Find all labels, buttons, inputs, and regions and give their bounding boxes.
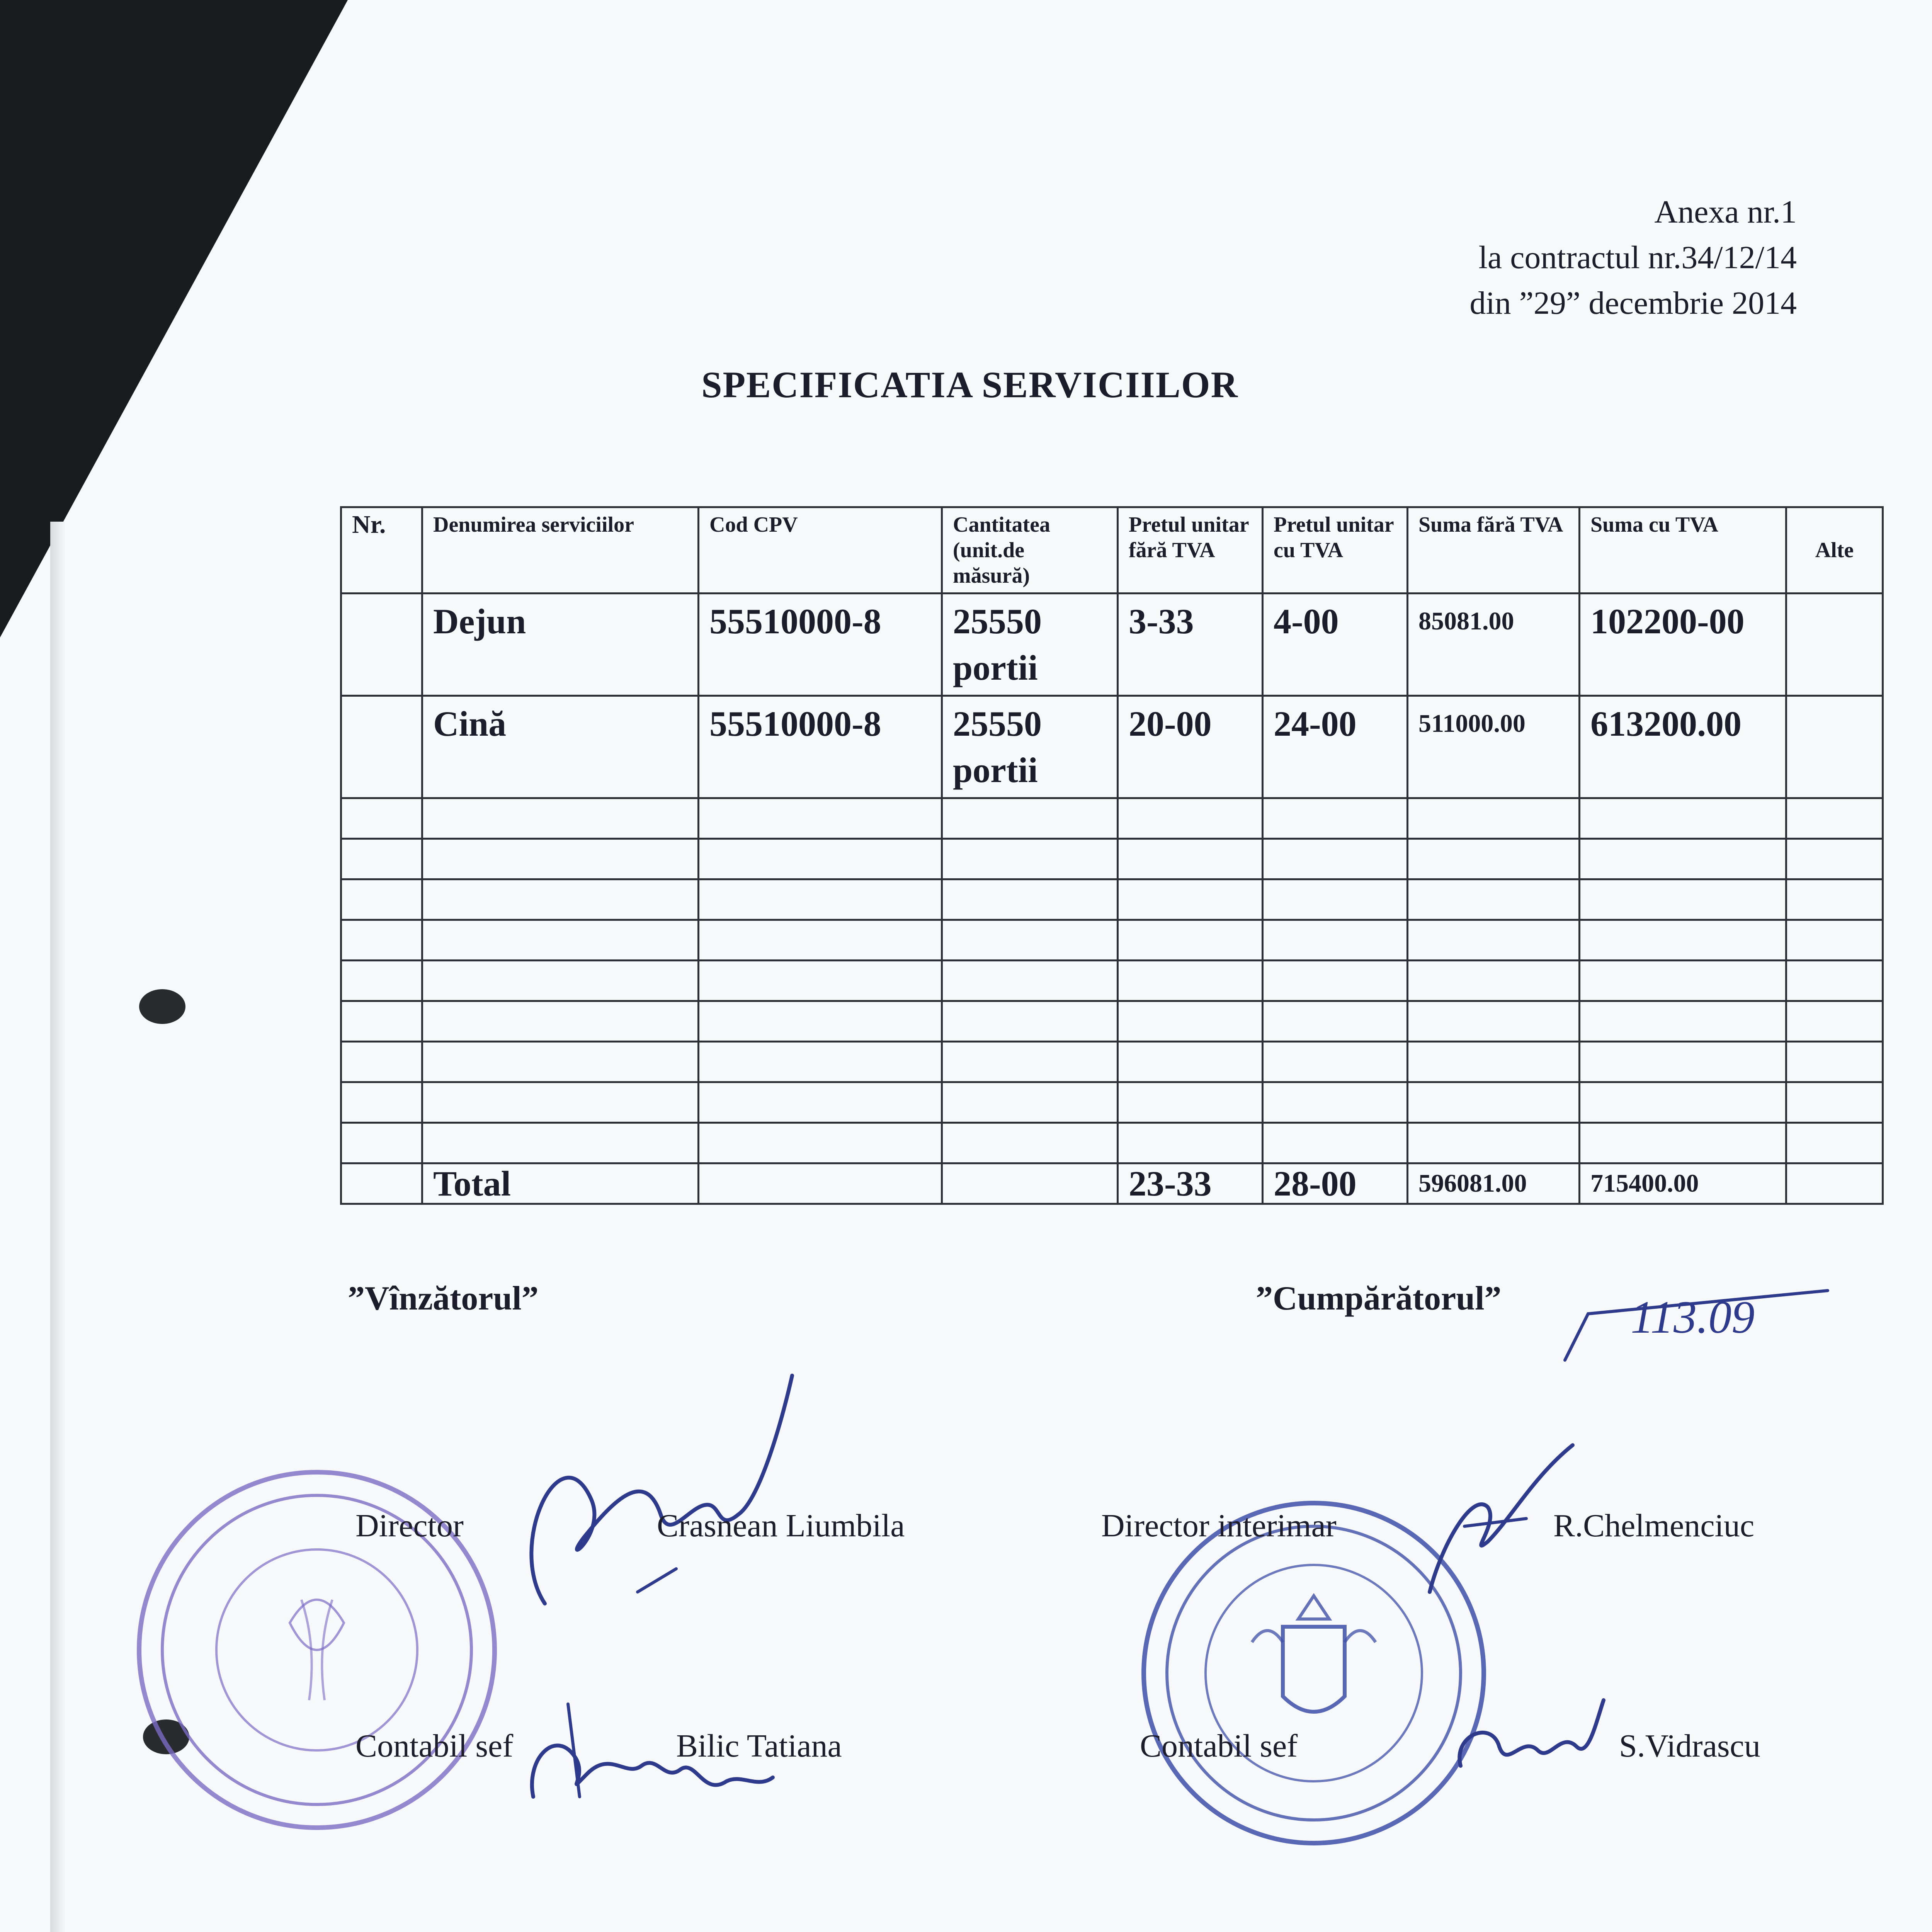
seller-director-name: Crasnean Liumbila <box>657 1508 905 1544</box>
empty-row <box>341 961 1883 1001</box>
empty-row <box>341 798 1883 839</box>
handwritten-note: 113.09 <box>1631 1291 1755 1343</box>
cell-price-vat: 4-00 <box>1263 594 1408 696</box>
table-total-row <box>341 1163 1883 1204</box>
table-header-row <box>341 507 1883 594</box>
header-sum-net: Suma fără TVA <box>1408 507 1580 594</box>
cell-cpv: 55510000-8 <box>699 594 942 696</box>
header-qty: Cantitatea (unit.de măsură) <box>942 507 1118 594</box>
cell-other <box>1786 594 1883 696</box>
empty-row <box>341 1123 1883 1163</box>
total-price-net: 23-33 <box>1118 1163 1263 1204</box>
total-price-vat: 28-00 <box>1263 1163 1408 1204</box>
cell-qty: 25550 portii <box>942 594 1118 696</box>
annex-line-3: din ”29” decembrie 2014 <box>1469 285 1797 321</box>
empty-row <box>341 1001 1883 1042</box>
page-edge-shadow <box>50 522 66 1932</box>
handwritten-note-underline <box>1557 1275 1835 1376</box>
cell-name: Cină <box>422 696 699 798</box>
header-cpv: Cod CPV <box>699 507 942 594</box>
specification-table <box>340 506 1884 1205</box>
empty-row <box>341 839 1883 879</box>
empty-row <box>341 920 1883 961</box>
document-title: SPECIFICATIA SERVICIILOR <box>701 364 1238 405</box>
cell-sum-vat: 613200.00 <box>1580 696 1786 798</box>
table-row <box>341 696 1883 798</box>
punch-hole-top <box>139 989 185 1024</box>
seller-accountant-name: Bilic Tatiana <box>676 1728 842 1764</box>
empty-row <box>341 879 1883 920</box>
seller-accountant-label: Contabil sef <box>355 1728 514 1764</box>
cell-sum-net: 85081.00 <box>1408 594 1580 696</box>
table-row <box>341 594 1883 696</box>
header-name: Denumirea serviciilor <box>422 507 699 594</box>
cell-price-net: 20-00 <box>1118 696 1263 798</box>
annex-reference <box>1469 189 1797 326</box>
cell-price-net: 3-33 <box>1118 594 1263 696</box>
cell-nr <box>341 696 422 798</box>
total-sum-vat: 715400.00 <box>1580 1163 1786 1204</box>
cell-sum-net: 511000.00 <box>1408 696 1580 798</box>
buyer-director-name: R.Chelmenciuc <box>1553 1508 1755 1544</box>
buyer-director-label: Director interimar <box>1101 1508 1337 1544</box>
header-price-net: Pretul unitar fără TVA <box>1118 507 1263 594</box>
total-label: Total <box>422 1163 699 1204</box>
annex-line-2: la contractul nr.34/12/14 <box>1478 240 1797 276</box>
buyer-heading: ”Cumpărătorul” <box>1256 1280 1502 1317</box>
buyer-accountant-label: Contabil sef <box>1140 1728 1298 1764</box>
header-other: Alte <box>1786 507 1883 594</box>
header-sum-vat: Suma cu TVA <box>1580 507 1786 594</box>
cell-nr <box>341 594 422 696</box>
cell-sum-vat: 102200-00 <box>1580 594 1786 696</box>
cell-name: Dejun <box>422 594 699 696</box>
cell-price-vat: 24-00 <box>1263 696 1408 798</box>
cell-other <box>1786 696 1883 798</box>
buyer-accountant-signature <box>1445 1689 1607 1797</box>
buyer-accountant-name: S.Vidrascu <box>1619 1728 1760 1764</box>
header-price-vat: Pretul unitar cu TVA <box>1263 507 1408 594</box>
empty-row <box>341 1082 1883 1123</box>
header-nr: Nr. <box>341 507 422 594</box>
cell-qty: 25550 portii <box>942 696 1118 798</box>
cell-cpv: 55510000-8 <box>699 696 942 798</box>
seller-heading: ”Vînzătorul” <box>348 1280 539 1317</box>
empty-row <box>341 1042 1883 1082</box>
total-sum-net: 596081.00 <box>1408 1163 1580 1204</box>
seller-director-label: Director <box>355 1508 464 1544</box>
annex-line-1: Anexa nr.1 <box>1654 194 1797 230</box>
